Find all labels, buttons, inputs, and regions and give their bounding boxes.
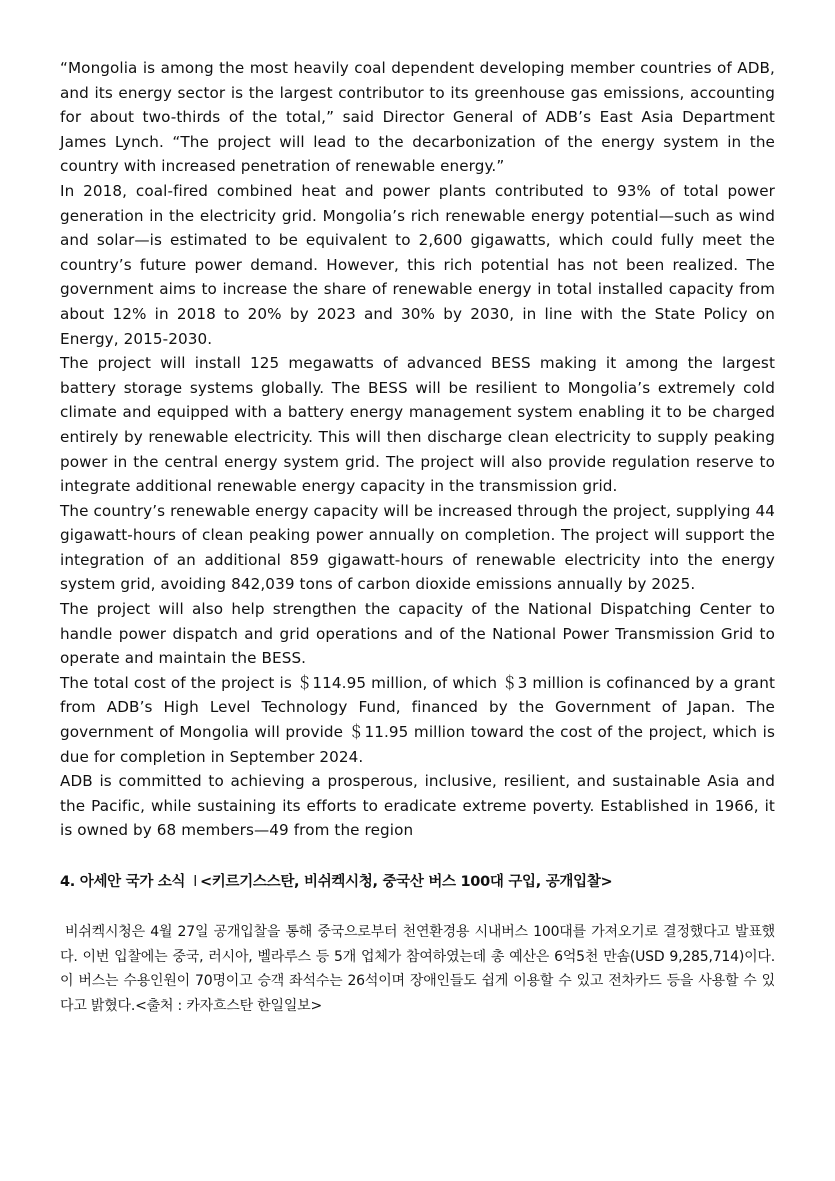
section-title: 4. 아세안 국가 소식: [60, 874, 186, 890]
paragraph-2018-generation: In 2018, coal-fired combined heat and power plants contributed to 93% of total power generation in the electricity grid. Mongolia’s rich renewable energy potential—such as wind and solar—is estimated to be equivalent to 2,600 gigawatts, which could fully meet the country’s future power demand. However, this rich potential has not been realized. The government aims to increase the share of renewable energy in total installed capacity from about 12% in 2018 to 20% by 2023 and 30% by 2030, in line with the State Policy on Energy, 2015-2030.: [60, 181, 775, 348]
section-separator: l: [193, 874, 197, 890]
paragraph-adb-profile: ADB is committed to achieving a prosperous, inclusive, resilient, and sustainable Asia and the Pacific, while sustaining its efforts to eradicate extreme poverty. Established in 1966, it is owned by 68 members—49 from the region: [60, 772, 775, 840]
paragraph-dispatching-center: The project will also help strengthen the capacity of the National Dispatching Center to handle power dispatch and grid operations and of the National Power Transmission Grid to operate and maintain the BESS.: [60, 600, 775, 668]
paragraph-bess-install: The project will install 125 megawatts of advanced BESS making it among the largest battery storage systems globally. The BESS will be resilient to Mongolia’s extremely cold climate and equipped with a battery energy management system enabling it to be charged entirely by renewable electricity. This will then discharge clean electricity to supply peaking power in the central energy system grid. The project will also provide regulation reserve to integrate additional renewable energy capacity in the transmission grid.: [60, 354, 775, 496]
paragraph-lynch-quote: “Mongolia is among the most heavily coal dependent developing member countries of ADB, and its energy sector is the largest contributor to its greenhouse gas emissions, accounting for about two-thirds of the total,” said Director General of ADB’s East Asia Department James Lynch. “The project will lead to the decarbonization of the energy system in the country with increased penetration of renewable energy.”: [60, 59, 775, 176]
section-heading: [60, 870, 775, 894]
paragraph-project-cost: The total cost of the project is ＄114.95 million, of which ＄3 million is cofinanced by a grant from ADB’s High Level Technology Fund, financed by the Government of Japan. The government of Mongolia will provide ＄11.95 million toward the cost of the project, which is due for completion in September 2024.: [60, 673, 775, 766]
paragraph-renewable-capacity: The country’s renewable energy capacity will be increased through the project, supplying 44 gigawatt-hours of clean peaking power annually on completion. The project will support the integration of an additional 859 gigawatt-hours of renewable electricity into the energy system grid, avoiding 842,039 tons of carbon dioxide emissions annually by 2025.: [60, 501, 775, 594]
section-subtitle: <키르기스스탄, 비쉬켁시청, 중국산 버스 100대 구입, 공개입찰>: [199, 874, 613, 890]
paragraph-bishkek-bus: 비쉬켁시청은 4월 27일 공개입찰을 통해 중국으로부터 천연환경용 시내버스 100대를 가져오기로 결정했다고 발표했다. 이번 입찰에는 중국, 러시아, 벨라루스 등 5개 업체가 참여하였는데 총 예산은 6억5천 만솜(USD 9,285,714)이다. 이 버스는 수용인원이 70명이고 승객 좌석수는 26석이며 장애인들도 쉽게 이용할 수 있고 전차카드 등을 사용할 수 있다고 밝혔다.<출처 : 카자흐스탄 한일일보>: [60, 924, 775, 1015]
